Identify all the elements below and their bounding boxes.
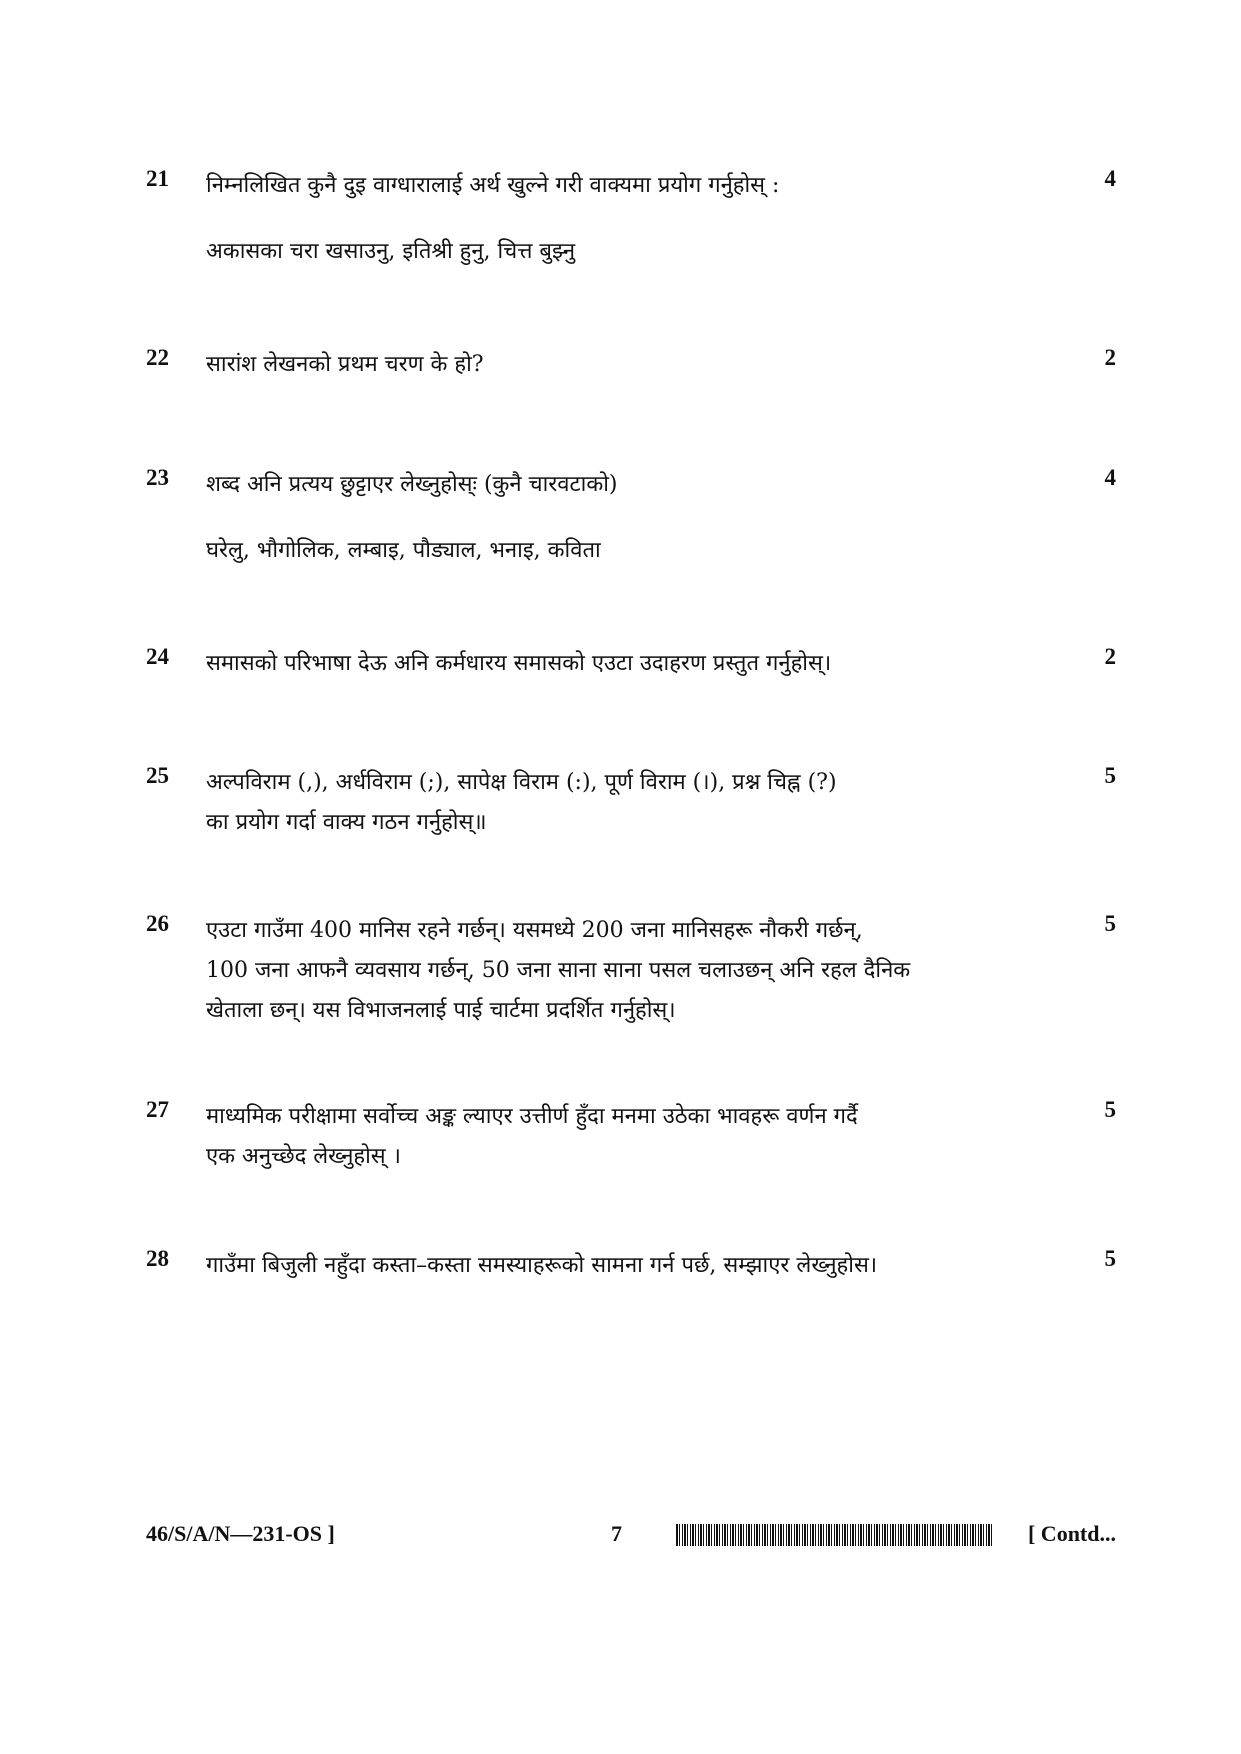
question-number: 26	[146, 911, 169, 936]
question-number: 25	[146, 763, 169, 788]
question-number: 24	[146, 644, 169, 669]
question-text-line: का प्रयोग गर्दा वाक्य गठन गर्नुहोस्॥	[206, 810, 487, 835]
barcode	[676, 1524, 994, 1546]
question-options: अकासका चरा खसाउनु, इतिश्री हुनु, चित्त बुझ्नु	[206, 239, 576, 264]
question-text-line: अल्पविराम (,), अर्धविराम (;), सापेक्ष विराम (:), पूर्ण विराम (।), प्रश्न चिह्न (?)	[206, 770, 837, 795]
question-number: 28	[146, 1246, 169, 1271]
question-number: 22	[146, 345, 169, 370]
question-28	[146, 1246, 1116, 1286]
question-21	[146, 166, 1116, 272]
question-26	[146, 911, 1116, 1031]
question-number: 27	[146, 1097, 169, 1122]
question-text-line: एक अनुच्छेद लेख्नुहोस् ।	[206, 1144, 402, 1169]
question-marks: 4	[1104, 465, 1116, 490]
question-marks: 5	[1104, 1097, 1116, 1122]
question-text: निम्नलिखित कुनै दुइ वाग्धारालाई अर्थ खुल्ने गरी वाक्यमा प्रयोग गर्नुहोस् :	[206, 173, 780, 198]
question-text-line: माध्यमिक परीक्षामा सर्वोच्च अङ्क ल्याएर उत्तीर्ण हुँदा मनमा उठेका भावहरू वर्णन गर्दै	[206, 1104, 858, 1129]
question-23	[146, 465, 1116, 571]
question-text: गाउँमा बिजुली नहुँदा कस्ता–कस्ता समस्याहरूको सामना गर्न पर्छ, सम्झाएर लेख्नुहोस।	[206, 1253, 878, 1278]
question-text-line: खेताला छन्। यस विभाजनलाई पाई चार्टमा प्रदर्शित गर्नुहोस्।	[206, 998, 676, 1023]
question-marks: 4	[1104, 166, 1116, 191]
continued-label: [ Contd...	[1027, 1521, 1116, 1546]
question-text: समासको परिभाषा देऊ अनि कर्मधारय समासको एउटा उदाहरण प्रस्तुत गर्नुहोस्।	[206, 651, 832, 676]
question-marks: 2	[1104, 644, 1116, 669]
page-footer	[146, 1521, 1116, 1551]
question-number: 21	[146, 166, 169, 191]
question-22	[146, 345, 1116, 385]
paper-code: 46/S/A/N—231-OS ]	[146, 1521, 335, 1546]
question-text-line: एउटा गाउँमा 400 मानिस रहने गर्छन्। यसमध्ये 200 जना मानिसहरू नौकरी गर्छन्,	[206, 918, 863, 943]
question-text: सारांश लेखनको प्रथम चरण के हो?	[206, 352, 484, 377]
question-marks: 5	[1104, 1246, 1116, 1271]
page-number: 7	[611, 1521, 622, 1546]
question-marks: 5	[1104, 911, 1116, 936]
question-text-line: 100 जना आफनै व्यवसाय गर्छन्, 50 जना साना साना पसल चलाउछन् अनि रहल दैनिक	[206, 958, 911, 983]
question-options: घरेलु, भौगोलिक, लम्बाइ, पौड्याल, भनाइ, कविता	[206, 538, 601, 563]
question-marks: 5	[1104, 763, 1116, 788]
question-text: शब्द अनि प्रत्यय छुट्टाएर लेख्नुहोस्ः (कुनै चारवटाको)	[206, 472, 618, 497]
question-number: 23	[146, 465, 169, 490]
question-24	[146, 644, 1116, 684]
question-27	[146, 1097, 1116, 1177]
question-marks: 2	[1104, 345, 1116, 370]
question-25	[146, 763, 1116, 843]
